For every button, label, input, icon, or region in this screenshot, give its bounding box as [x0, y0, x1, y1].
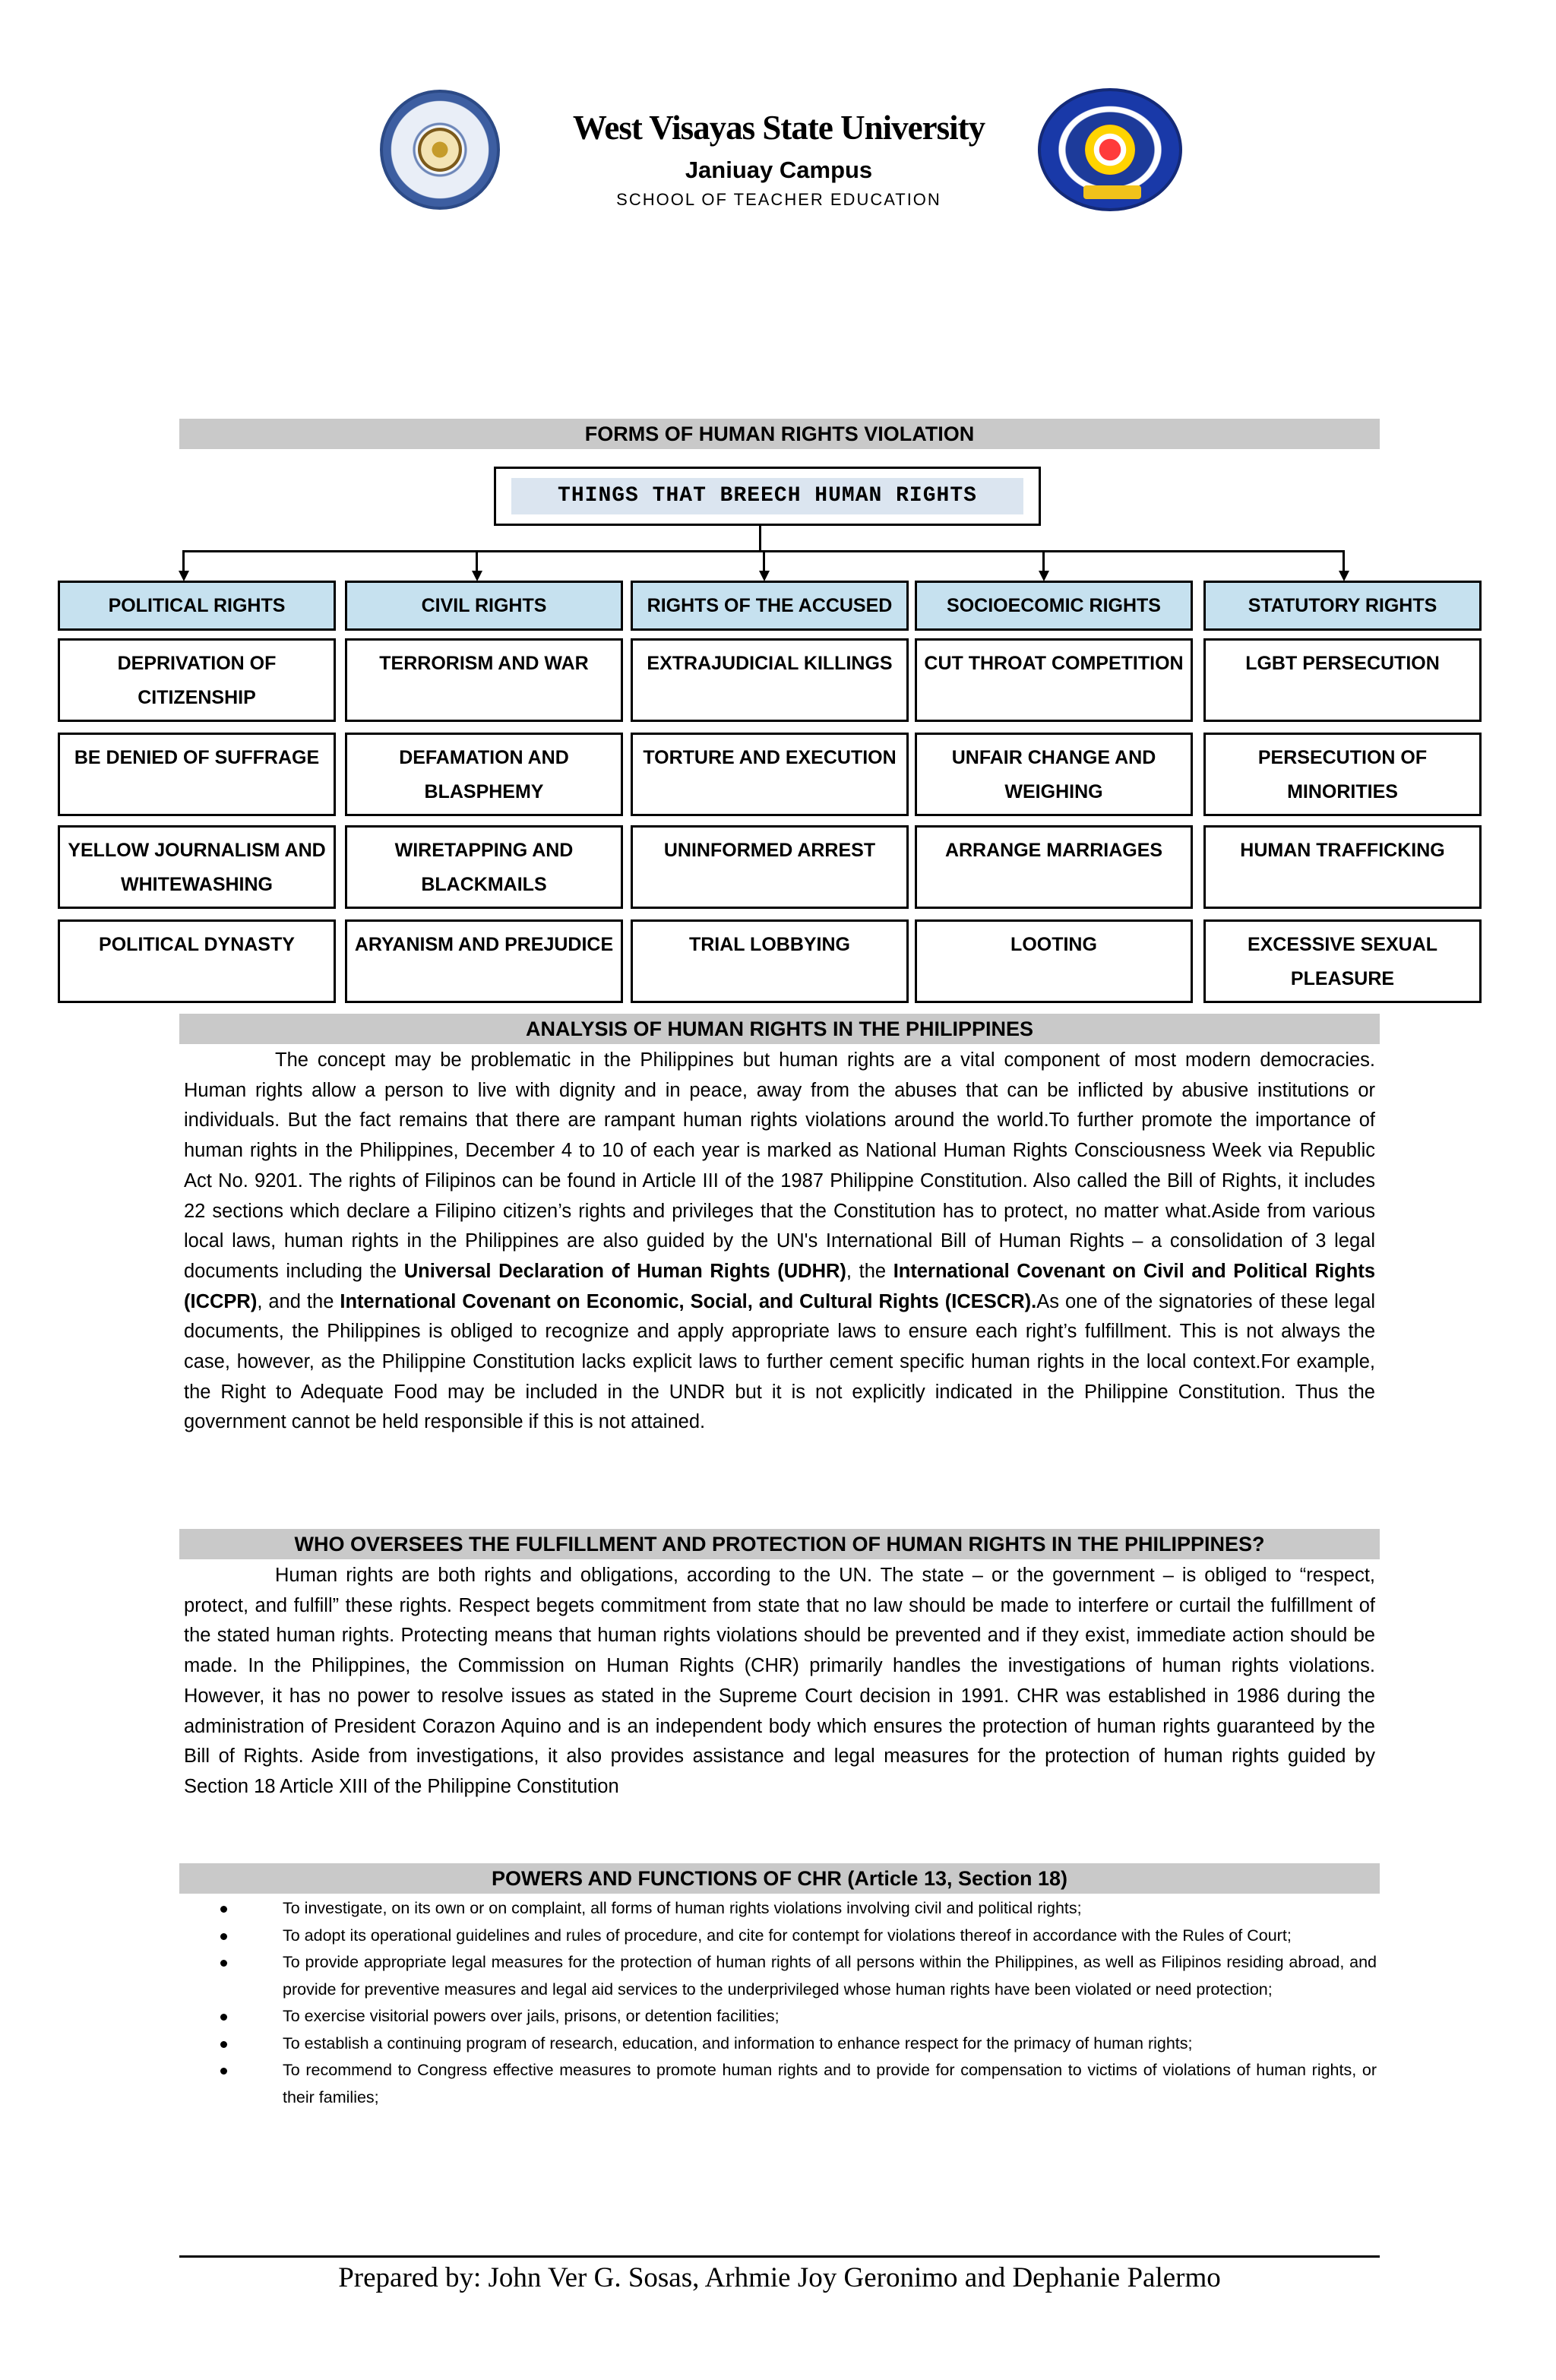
iccpr-text: International Covenant on Civil and Political Rights (ICCPR) [184, 1260, 1375, 1312]
udhr-text: Universal Declaration of Human Rights (UDHR) [403, 1260, 846, 1282]
root-node-box [494, 467, 1041, 526]
campus-name: Janiuay Campus [685, 157, 873, 183]
teacher-education-seal-logo [1038, 88, 1182, 211]
footer-rule [179, 2255, 1380, 2258]
list-item: To exercise visitorial powers over jails, prisons, or detention facilities; [220, 2003, 1377, 2030]
powers-section-title: POWERS AND FUNCTIONS OF CHR (Article 13, Section 18) [179, 1863, 1380, 1894]
analysis-paragraph [184, 1046, 1375, 1438]
university-name: West Visayas State University [572, 109, 985, 147]
statutory-item-1: LGBT PERSECUTION [1203, 638, 1482, 722]
socioeconomic-item-4: LOOTING [915, 919, 1193, 1003]
arrow-head-5 [1339, 571, 1349, 581]
arrow-head-1 [179, 571, 189, 581]
socioeconomic-item-1: CUT THROAT COMPETITION [915, 638, 1193, 722]
civil-item-3: WIRETAPPING AND BLACKMAILS [345, 825, 623, 909]
separator-1: , the [846, 1260, 893, 1282]
icescr-text: International Covenant on Economic, Social, and Cultural Rights (ICESCR). [340, 1290, 1037, 1312]
oversight-text: Human rights are both rights and obligations, according to the UN. The state – or the government – is obliged to “respect, protect, and fulfill” these rights. Respect begets commitment from state that no law should be made to interfere or curtail the fulfillment of the stated human rights. Protecting means that human rights violations should be prevented and if they exist, immediate action should be made. In the Philippines, the Commission on Human Rights (CHR) primarily handles the investigations of human rights violations. However, it has no power to resolve issues as stated in the Supreme Court decision in 1991. CHR was established in 1986 during the administration of President Corazon Aquino and is an independent body which ensures the protection of human rights guaranteed by the Bill of Rights. Aside from investigations, it also provides assistance and legal measures for the protection of human rights guided by Section 18 Article XIII of the Philippine Constitution [184, 1565, 1375, 1797]
footer-credits: Prepared by: John Ver G. Sosas, Arhmie Joy Geronimo and Dephanie Palermo [338, 2262, 1221, 2293]
analysis-text: The concept may be problematic in the Philippines but human rights are a vital component of most modern democracies. Human rights allow a person to live with dignity and in peace, away from the abuses that can be inflicted by abusive institutions or individuals. But the fact remains that there are rampant human rights violations around the world.To further promote the importance of human rights in the Philippines, December 4 to 10 of each year is marked as National Human Rights Consciousness Week via Republic Act No. 9201. The rights of Filipinos can be found in Article III of the 1987 Philippine Constitution. Also called the Bill of Rights, it includes 22 sections which declare a Filipino citizen’s rights and privileges that the Constitution has to protect, no matter what.Aside from various local laws, human rights in the Philippines are also guided by the UN's International Bill of Human Rights – a consolidation of 3 legal documents including the [184, 1049, 1375, 1282]
category-statutory-rights: STATUTORY RIGHTS [1203, 581, 1482, 631]
accused-item-2: TORTURE AND EXECUTION [631, 733, 909, 816]
root-node-label: THINGS THAT BREECH HUMAN RIGHTS [511, 478, 1023, 514]
list-item: To investigate, on its own or on complaint, all forms of human rights violations involving civil and political rights; [220, 1895, 1377, 1923]
political-item-4: POLITICAL DYNASTY [58, 919, 336, 1003]
political-item-1: DEPRIVATION OF CITIZENSHIP [58, 638, 336, 722]
branch-drop-4 [1042, 550, 1045, 571]
arrow-head-2 [472, 571, 482, 581]
list-item: To establish a continuing program of research, education, and information to enhance respect for the primacy of human rights; [220, 2030, 1377, 2058]
forms-section-title: FORMS OF HUMAN RIGHTS VIOLATION [179, 419, 1380, 449]
school-name: SCHOOL OF TEACHER EDUCATION [616, 190, 941, 209]
oversight-section-title: WHO OVERSEES THE FULFILLMENT AND PROTECTION OF HUMAN RIGHTS IN THE PHILIPPINES? [179, 1529, 1380, 1559]
oversight-paragraph [184, 1561, 1375, 1802]
accused-item-4: TRIAL LOBBYING [631, 919, 909, 1003]
list-item: To recommend to Congress effective measures to promote human rights and to provide for compensation to victims of violations of human rights, or their families; [220, 2057, 1377, 2111]
bullet-icon [220, 2041, 227, 2048]
accused-item-1: EXTRAJUDICIAL KILLINGS [631, 638, 909, 722]
civil-item-1: TERRORISM AND WAR [345, 638, 623, 722]
arrow-head-4 [1039, 571, 1049, 581]
separator-2: , and the [257, 1290, 340, 1312]
bullet-icon [220, 2014, 227, 2021]
socioeconomic-item-2: UNFAIR CHANGE AND WEIGHING [915, 733, 1193, 816]
branch-drop-1 [182, 550, 185, 571]
arrow-head-3 [759, 571, 770, 581]
statutory-item-2: PERSECUTION OF MINORITIES [1203, 733, 1482, 816]
category-civil-rights: CIVIL RIGHTS [345, 581, 623, 631]
socioeconomic-item-3: ARRANGE MARRIAGES [915, 825, 1193, 909]
political-item-3: YELLOW JOURNALISM AND WHITEWASHING [58, 825, 336, 909]
statutory-item-4: EXCESSIVE SEXUAL PLEASURE [1203, 919, 1482, 1003]
list-item: To provide appropriate legal measures for the protection of human rights of all persons within the Philippines, as well as Filipinos residing abroad, and provide for preventive measures and legal aid services to the underprivileged whose human rights have been violated or need protection; [220, 1949, 1377, 2003]
bullet-icon [220, 2068, 227, 2075]
branch-drop-2 [476, 550, 478, 571]
root-connector [759, 526, 761, 552]
category-socioeconomic-rights: SOCIOECOMIC RIGHTS [915, 581, 1193, 631]
analysis-section-title: ANALYSIS OF HUMAN RIGHTS IN THE PHILIPPINES [179, 1014, 1380, 1044]
bullet-icon [220, 1960, 227, 1967]
accused-item-3: UNINFORMED ARREST [631, 825, 909, 909]
statutory-item-3: HUMAN TRAFFICKING [1203, 825, 1482, 909]
branch-drop-3 [763, 550, 765, 571]
branch-drop-5 [1343, 550, 1345, 571]
list-item: To adopt its operational guidelines and rules of procedure, and cite for contempt for violations thereof in accordance with the Rules of Court; [220, 1923, 1377, 1950]
category-political-rights: POLITICAL RIGHTS [58, 581, 336, 631]
powers-list [220, 1895, 1377, 2111]
bullet-icon [220, 1933, 227, 1940]
civil-item-4: ARYANISM AND PREJUDICE [345, 919, 623, 1003]
analysis-text-end: As one of the signatories of these legal documents, the Philippines is obliged to recognize and apply appropriate laws to ensure each right’s fulfillment. This is not always the case, however, as the Philippine Constitution lacks explicit laws to further cement specific human rights in the local context.For example, the Right to Adequate Food may be included in the UNDR but it is not explicitly indicated in the Philippine Constitution. Thus the government cannot be held responsible if this is not attained. [184, 1290, 1375, 1433]
category-rights-of-the-accused: RIGHTS OF THE ACCUSED [631, 581, 909, 631]
university-seal-logo [380, 90, 500, 210]
bullet-icon [220, 1906, 227, 1913]
political-item-2: BE DENIED OF SUFFRAGE [58, 733, 336, 816]
civil-item-2: DEFAMATION AND BLASPHEMY [345, 733, 623, 816]
